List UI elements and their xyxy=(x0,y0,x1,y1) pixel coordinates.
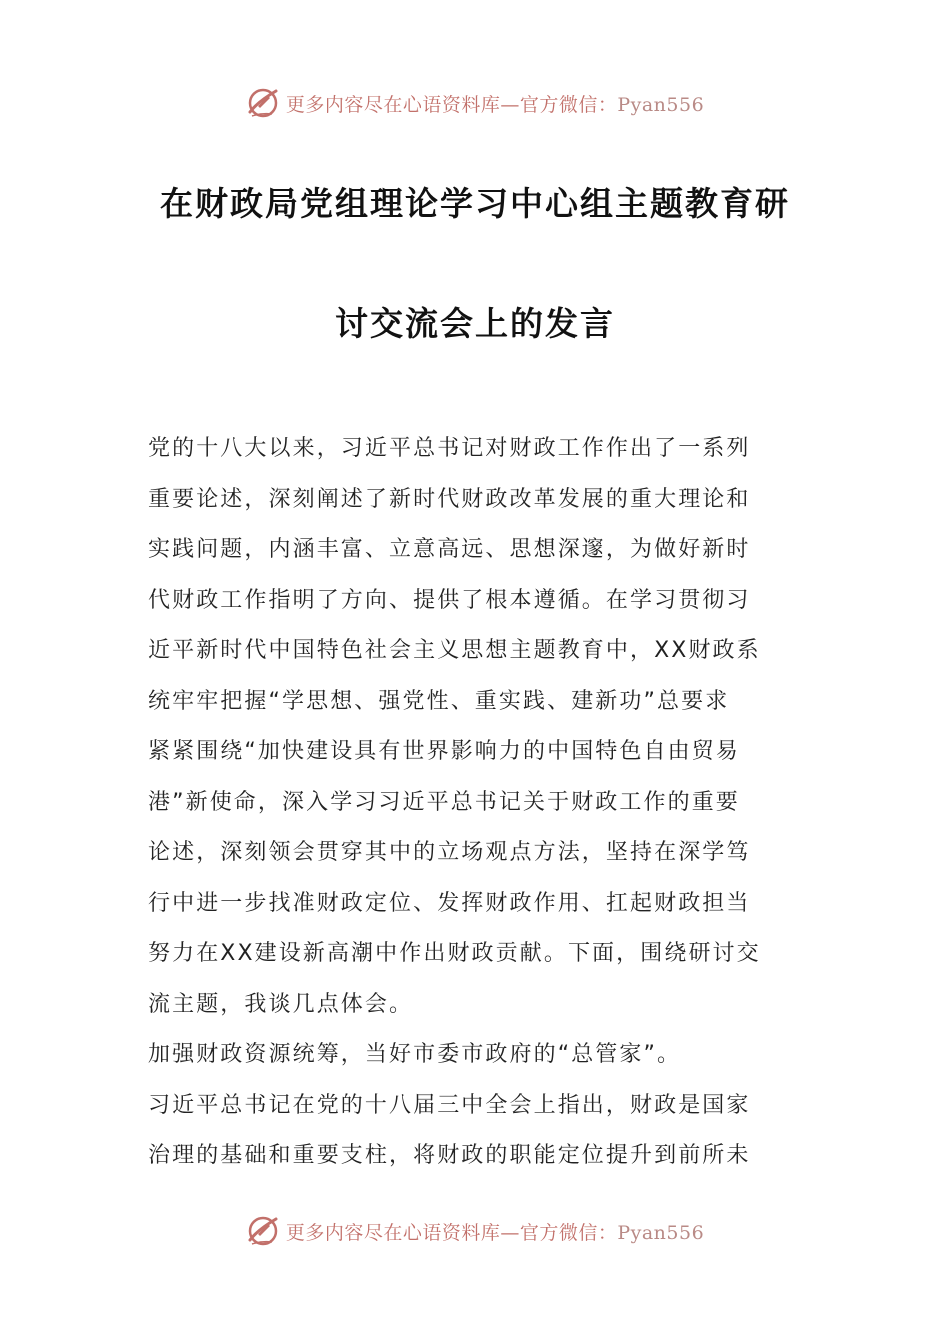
paragraph-line: 治理的基础和重要支柱，将财政的职能定位提升到前所未 xyxy=(148,1143,751,1168)
document-title-line-1: 在财政局党组理论学习中心组主题教育研 xyxy=(160,184,790,223)
section-heading: 加强财政资源统筹，当好市委市政府的“总管家”。 xyxy=(148,1042,682,1067)
paragraph-line: 紧紧围绕“加快建设具有世界影响力的中国特色自由贸易 xyxy=(148,739,740,764)
footer-watermark xyxy=(0,1211,950,1251)
paragraph-line: 努力在XX建设新高潮中作出财政贡献。下面，围绕研讨交 xyxy=(148,941,761,966)
paragraph-line: 近平新时代中国特色社会主义思想主题教育中，XX财政系 xyxy=(148,638,761,663)
header-watermark xyxy=(0,83,950,123)
paragraph-line: 论述，深刻领会贯穿其中的立场观点方法，坚持在深学笃 xyxy=(148,840,751,865)
paragraph-line: 统牢牢把握“学思想、强党性、重实践、建新功”总要求 xyxy=(148,688,730,714)
document-title-line-2: 讨交流会上的发言 xyxy=(335,304,615,343)
watermark-wechat-id: Pyan556 xyxy=(617,93,705,116)
pen-circle-logo-icon xyxy=(246,1214,280,1248)
watermark-text: 更多内容尽在心语资料库—官方微信： xyxy=(285,1221,618,1244)
paragraph-line: 行中进一步找准财政定位、发挥财政作用、扛起财政担当 xyxy=(148,890,751,916)
paragraph-line: 流主题，我谈几点体会。 xyxy=(148,991,414,1017)
paragraph-line: 重要论述，深刻阐述了新时代财政改革发展的重大理论和 xyxy=(148,486,751,512)
document-body xyxy=(148,424,808,1182)
paragraph-line: 习近平总书记在党的十八届三中全会上指出，财政是国家 xyxy=(148,1092,751,1118)
watermark-wechat-id: Pyan556 xyxy=(617,1221,705,1244)
paragraph-line: 代财政工作指明了方向、提供了根本遵循。在学习贯彻习 xyxy=(148,587,751,613)
paragraph-line: 党的十八大以来，习近平总书记对财政工作作出了一系列 xyxy=(148,436,751,461)
paragraph-line: 港”新使命，深入学习习近平总书记关于财政工作的重要 xyxy=(148,789,740,815)
watermark-text: 更多内容尽在心语资料库—官方微信： xyxy=(285,93,618,116)
paragraph-line: 实践问题，内涵丰富、立意高远、思想深邃，为做好新时 xyxy=(148,537,751,562)
pen-circle-logo-icon xyxy=(246,86,280,120)
